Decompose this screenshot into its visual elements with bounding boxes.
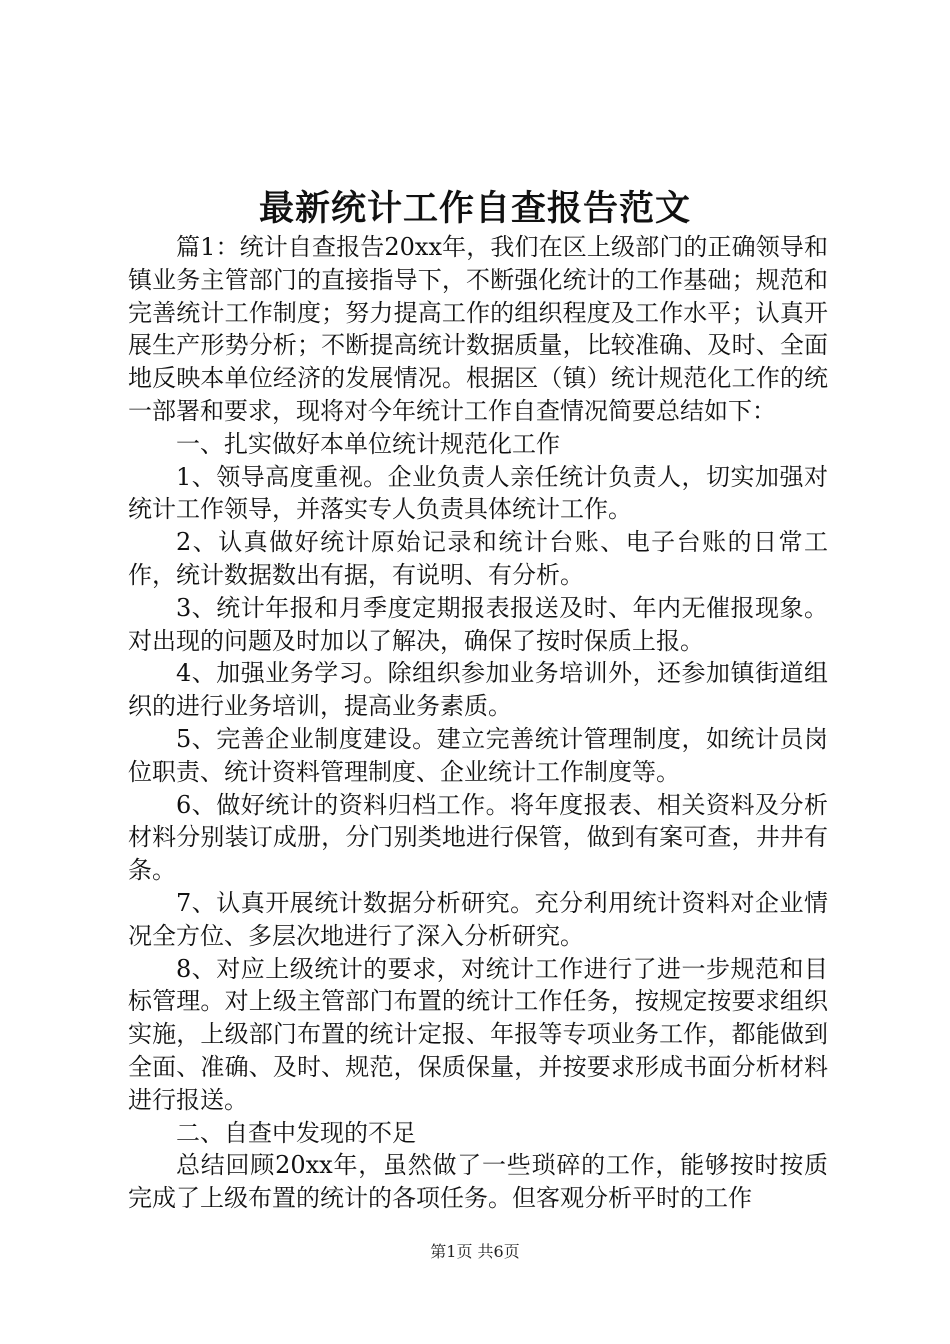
document-body <box>128 231 828 1215</box>
list-item-4: 4、加强业务学习。除组织参加业务培训外，还参加镇街道组织的进行业务培训，提高业务素质。 <box>128 659 828 721</box>
summary-paragraph: 总结回顾20xx年，虽然做了一些琐碎的工作，能够按时按质完成了上级布置的统计的各项任务。但客观分析平时的工作 <box>128 1151 828 1213</box>
document-title: 最新统计工作自查报告范文 <box>258 189 691 229</box>
list-item-2: 2、认真做好统计原始记录和统计台账、电子台账的日常工作，统计数据数出有据，有说明、有分析。 <box>128 528 828 589</box>
list-item-7: 7、认真开展统计数据分析研究。充分利用统计资料对企业情况全方位、多层次地进行了深入分析研究。 <box>128 888 828 950</box>
list-item-1: 1、领导高度重视。企业负责人亲任统计负责人，切实加强对统计工作领导，并落实专人负责具体统计工作。 <box>128 462 828 524</box>
page-number-footer: 第1页 共6页 <box>430 1242 520 1261</box>
section-heading-2: 二、自查中发现的不足 <box>176 1118 416 1147</box>
section-heading-1: 一、扎实做好本单位统计规范化工作 <box>176 429 560 458</box>
list-item-8: 8、对应上级统计的要求，对统计工作进行了进一步规范和目标管理。对上级主管部门布置的统计工作任务，按规定按要求组织实施，上级部门布置的统计定报、年报等专项业务工作，都能做到全面、准确、及时、规范，保质保量，并按要求形成书面分析材料进行报送。 <box>128 954 828 1114</box>
list-item-6: 6、做好统计的资料归档工作。将年度报表、相关资料及分析材料分别装订成册，分门别类地进行保管，做到有案可查，井井有条。 <box>128 790 828 885</box>
list-item-5: 5、完善企业制度建设。建立完善统计管理制度，如统计员岗位职责、统计资料管理制度、企业统计工作制度等。 <box>128 724 828 786</box>
list-item-3: 3、统计年报和月季度定期报表报送及时、年内无催报现象。对出现的问题及时加以了解决，确保了按时保质上报。 <box>128 593 828 655</box>
intro-paragraph: 篇1：统计自查报告20xx年，我们在区上级部门的正确领导和镇业务主管部门的直接指导下，不断强化统计的工作基础；规范和完善统计工作制度；努力提高工作的组织程度及工作水平；认真开展生产形势分析；不断提高统计数据质量，比较准确、及时、全面地反映本单位经济的发展情况。根据区（镇）统计规范化工作的统一部署和要求，现将对今年统计工作自查情况简要总结如下： <box>128 233 828 425</box>
